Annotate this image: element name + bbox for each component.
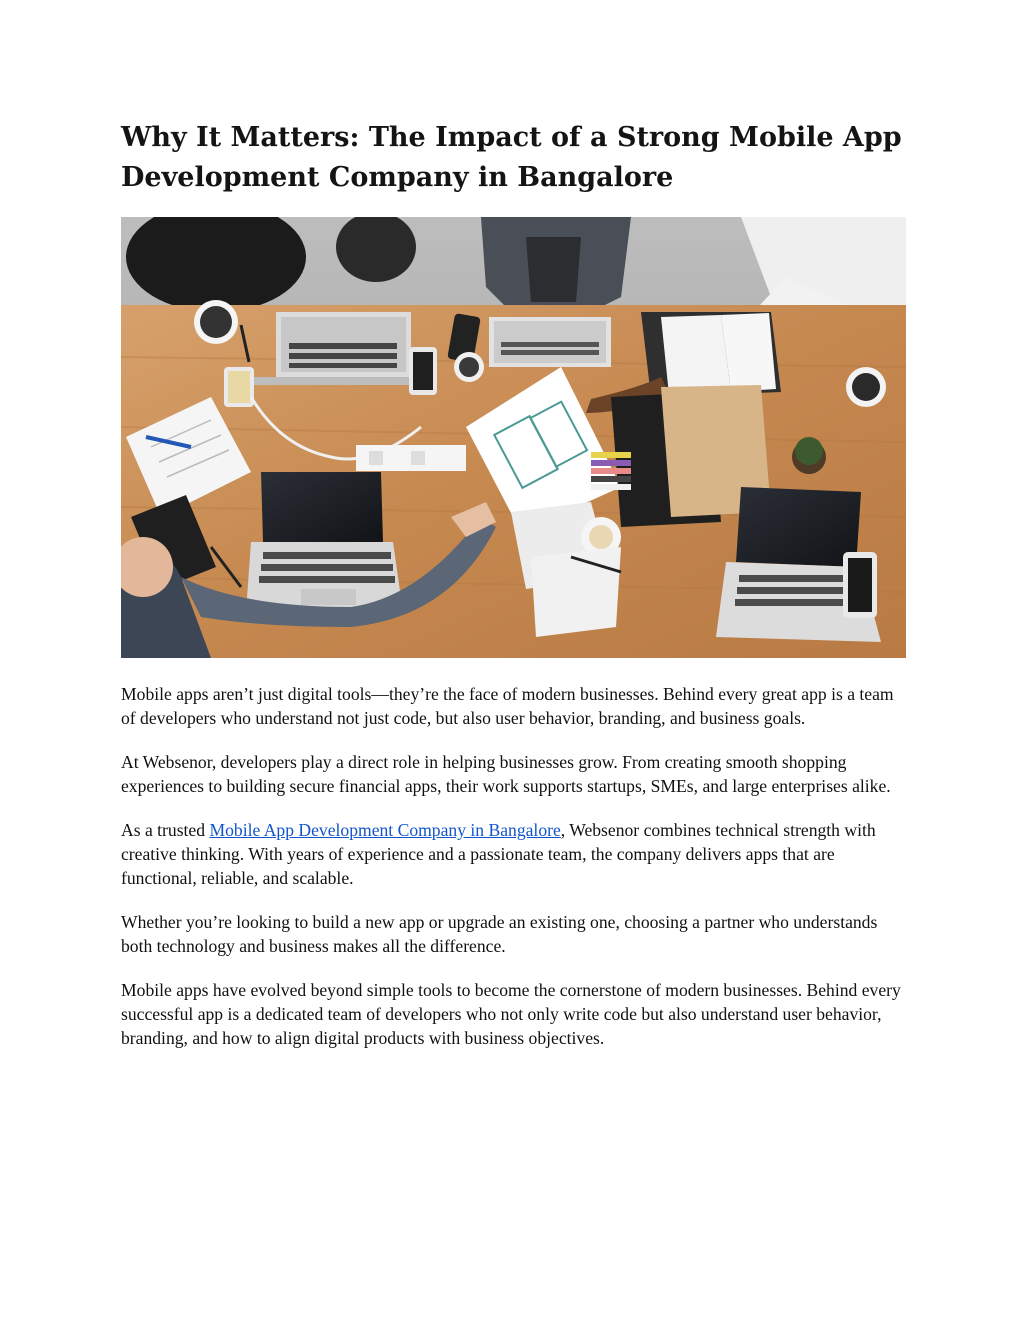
- paragraph-3: [121, 818, 911, 890]
- paragraph-2: At Websenor, developers play a direct role in helping businesses grow. From creating smooth shopping experiences to building secure financial apps, their work supports startups, SMEs, and large enterprises alike.: [121, 752, 891, 796]
- team-table-illustration: [121, 217, 906, 658]
- paragraph-3-lead: As a trusted: [121, 820, 210, 840]
- article-body: [121, 682, 911, 1070]
- paragraph-1: Mobile apps aren’t just digital tools—they’re the face of modern businesses. Behind every great app is a team of developers who understand not just code, but also user behavior, branding, and business goals.: [121, 684, 894, 728]
- mobile-app-company-link[interactable]: Mobile App Development Company in Bangalore: [209, 820, 561, 840]
- article-title: Why It Matters: The Impact of a Strong Mobile App Development Company in Bangalore: [121, 122, 902, 193]
- article-photo: [121, 217, 906, 658]
- paragraph-3-rest: , Websenor combines technical strength with creative thinking. With years of experience and a passionate team, the company delivers apps that are functional, reliable, and scalable.: [121, 820, 876, 888]
- paragraph-5: Mobile apps have evolved beyond simple tools to become the cornerstone of modern businesses. Behind every successful app is a dedicated team of developers who not only write code but also understand user behavior, branding, and how to align digital products with business objectives.: [121, 980, 901, 1048]
- paragraph-4: Whether you’re looking to build a new app or upgrade an existing one, choosing a partner who understands both technology and business makes all the difference.: [121, 912, 878, 956]
